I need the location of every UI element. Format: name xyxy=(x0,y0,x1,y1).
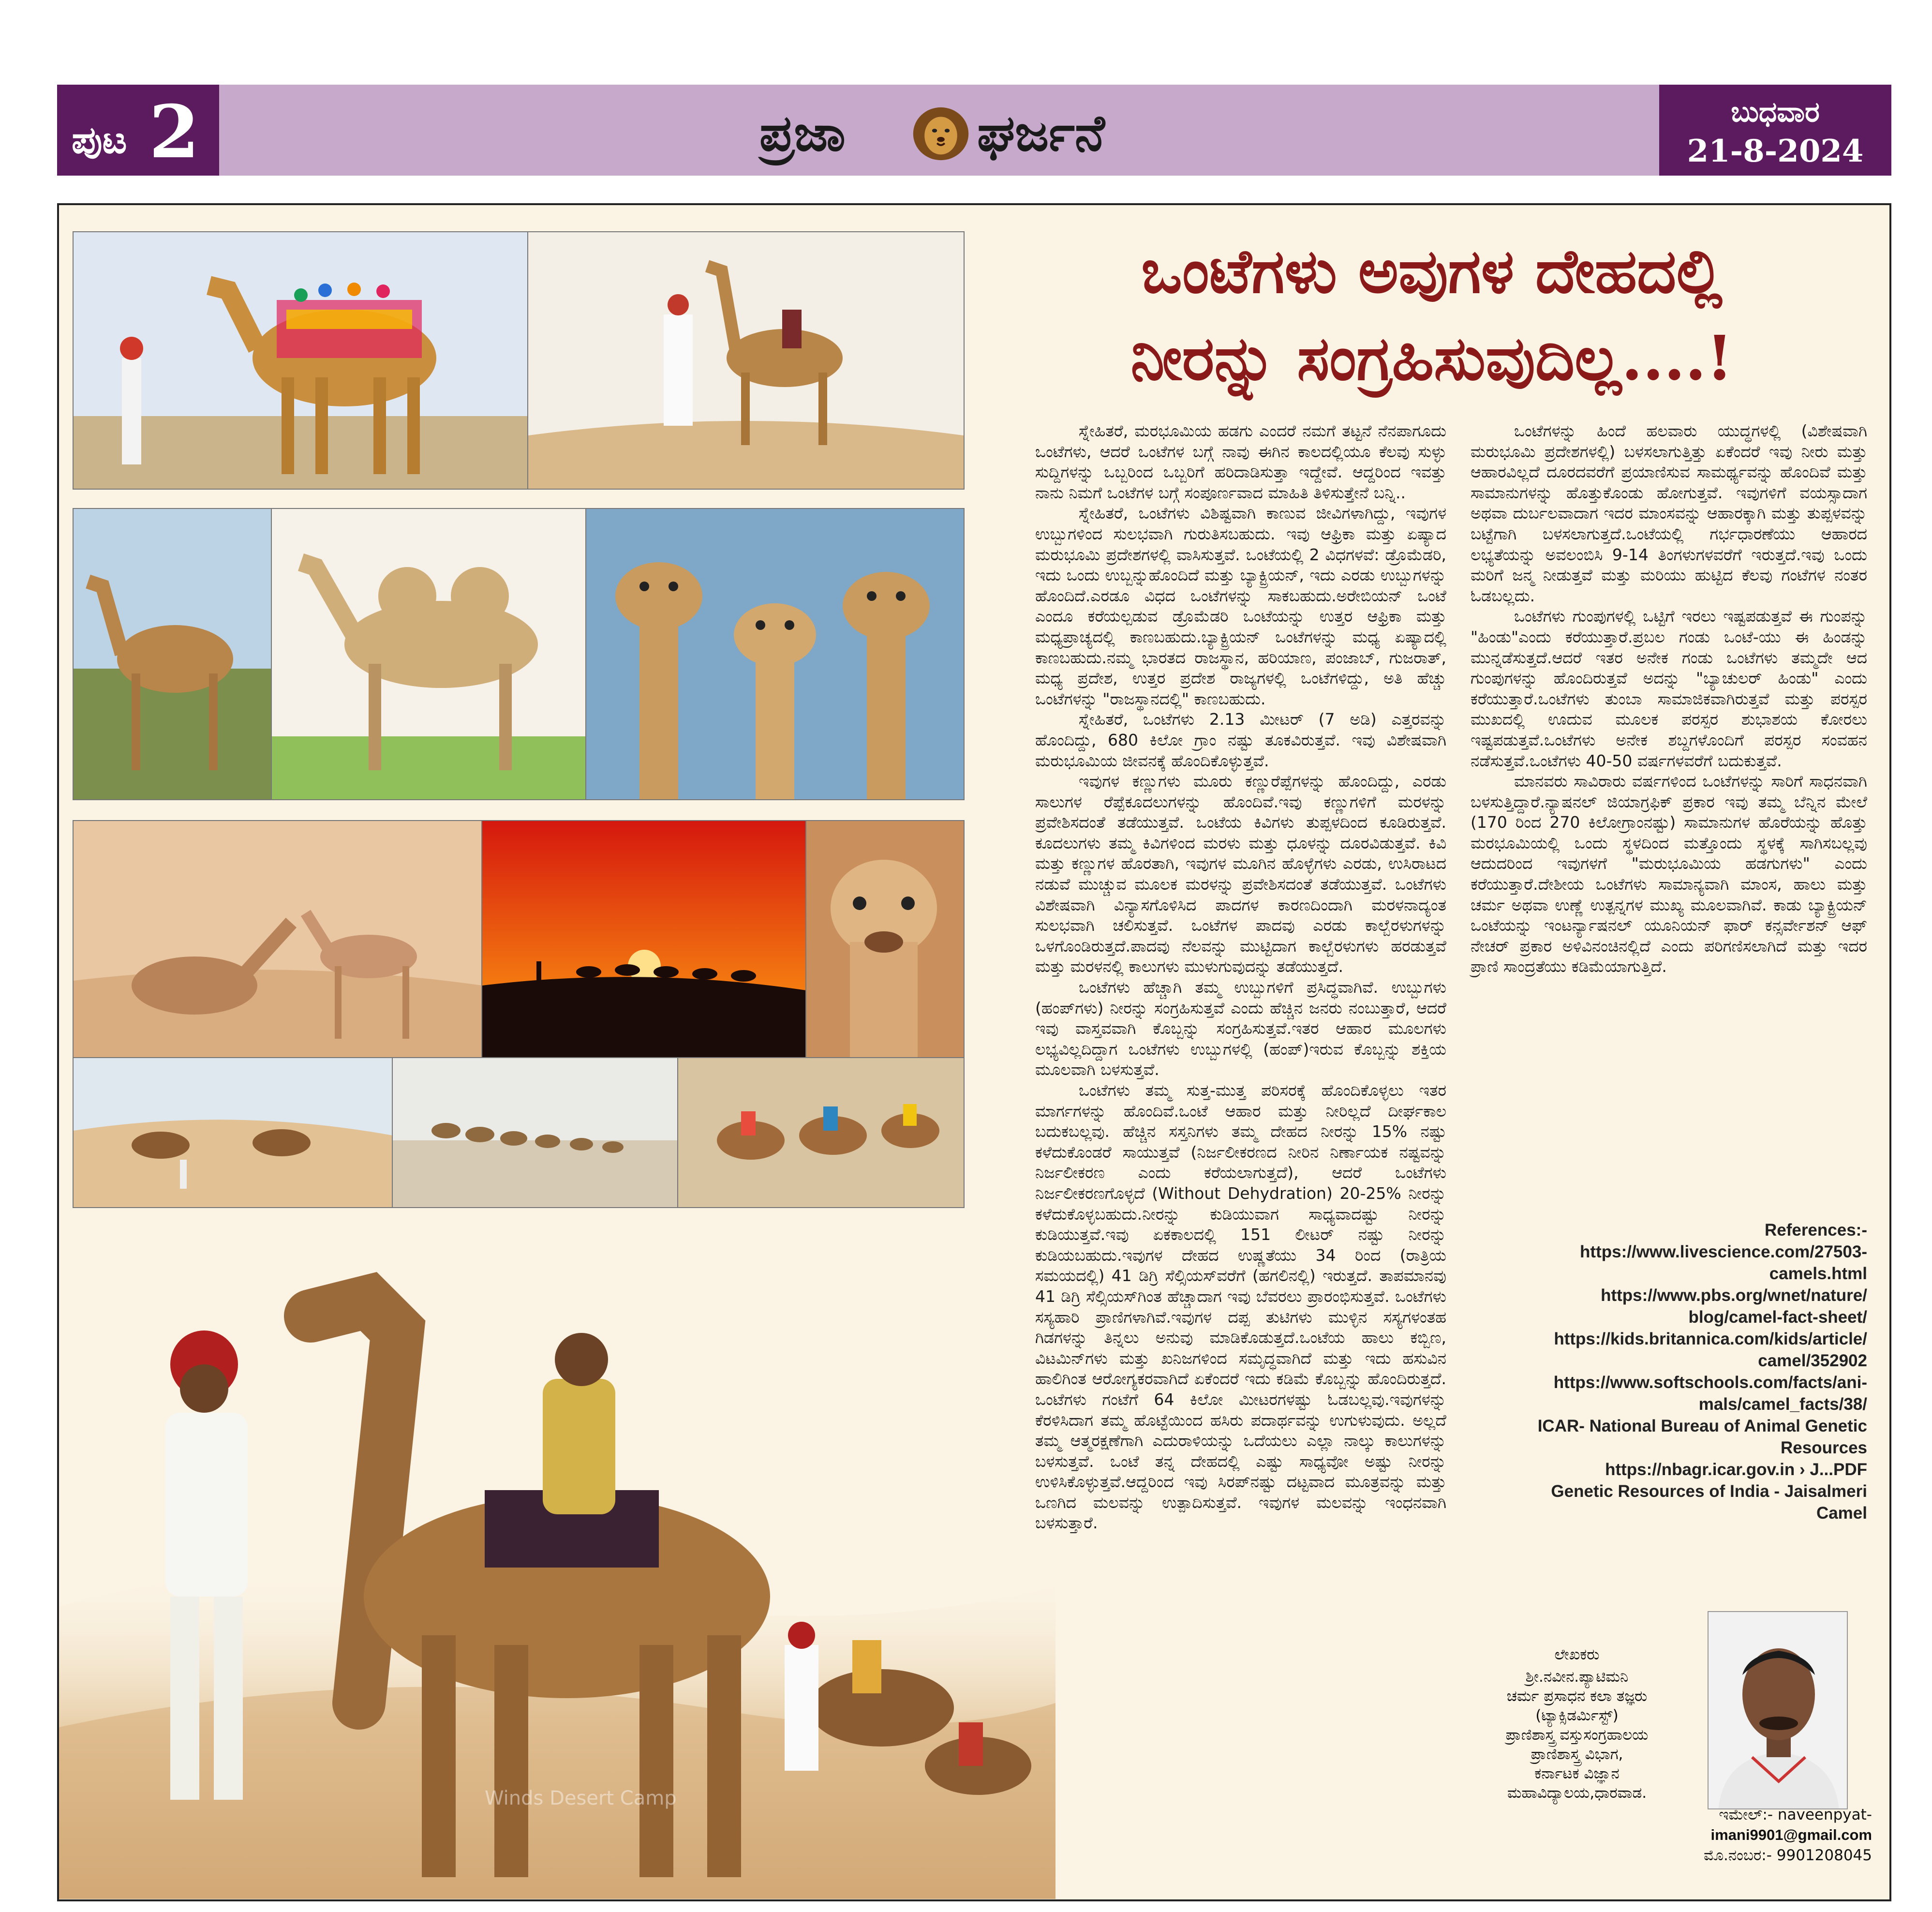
author-role: ಲೇಖಕರು xyxy=(1554,1646,1600,1663)
paragraph: ಇವುಗಳ ಕಣ್ಣುಗಳು ಮೂರು ಕಣ್ಣುರೆಪ್ಪೆಗಳನ್ನು ಹೊಂದಿದ್ದು, ಎರಡು ಸಾಲುಗಳ ರೆಪ್ಪೆಕೂದಲುಗಳನ್ನು ಹೊಂದಿವೆ.ಇವು ಕಣ್ಣುಗಳಿಗೆ ಮರಳನ್ನು ಪ್ರವೇಶಿಸದಂತೆ ತಡೆಯುತ್ತವೆ. ಒಂಟೆಯ ಕಿವಿಗಳು ತುಪ್ಪಳದಿಂದ ಕೂಡಿರುತ್ತವೆ. ಕೂದಲುಗಳು ತಮ್ಮ ಕಿವಿಗಳಿಂದ ಮರಳು ಮತ್ತು ಧೂಳನ್ನು ದೂರವಿಡುತ್ತವೆ. ಕಿವಿ ಮತ್ತು ಕಣ್ಣುಗಳ ಹೊರತಾಗಿ, ಇವುಗಳ ಮೂಗಿನ ಹೊಳ್ಳೆಗಳು ಎರಡು, ಉಸಿರಾಟದ ನಡುವೆ ಮುಚ್ಚುವ ಮೂಲಕ ಮರಳನ್ನು ಪ್ರವೇಶಿಸದಂತೆ ತಡೆಯುತ್ತವೆ. ಒಂಟೆಗಳು ವಿಶೇಷವಾಗಿ ವಿನ್ಯಾಸಗೊಳಿಸಿದ ಪಾದಗಳ ಕಾರಣದಿಂದಾಗಿ ಮರಳನಾದ್ಯಂತ ಸುಲಭವಾಗಿ ಚಲಿಸುತ್ತವೆ. ಒಂಟೆಗಳ ಪಾದವು ಎರಡು ಕಾಲ್ಬೆರಳುಗಳನ್ನು ಒಳಗೊಂಡಿರುತ್ತದೆ.ಪಾದವು ನೆಲವನ್ನು ಮುಟ್ಟಿದಾಗ ಕಾಲ್ಬೆರಳುಗಳು ಹರಡುತ್ತವೆ ಮತ್ತು ಮರಳನಲ್ಲಿ ಕಾಲುಗಳು ಮುಳುಗುವುದನ್ನು ತಡೆಯುತ್ತದೆ. xyxy=(1035,772,1446,976)
reference-line: Camel xyxy=(1816,1504,1867,1523)
paragraph: ಸ್ನೇಹಿತರೆ, ಮರಭೂಮಿಯ ಹಡಗು ಎಂದರೆ ನಮಗೆ ತಟ್ಟನೆ ನೆನಪಾಗೂದು ಒಂಟೆಗಳು, ಆದರೆ ಒಂಟೆಗಳ ಬಗ್ಗೆ ನಾವು ಈಗಿನ ಕಾಲದಲ್ಲಿಯೂ ಕೆಲವು ಸುಳ್ಳು ಸುದ್ದಿಗಳನ್ನು ಒಬ್ಬರಿಂದ ಒಬ್ಬರಿಗೆ ಹರಿದಾಡಿಸುತ್ತಾ ಇದ್ದೇವೆ. ಆದ್ದರಿಂದ ಇವತ್ತು ನಾನು ನಿಮಗೆ ಒಂಟೆಗಳ ಬಗ್ಗೆ ಸಂಪೂರ್ಣವಾದ ಮಾಹಿತಿ ತಿಳಿಸುತ್ತೇನೆ ಬನ್ನಿ.. xyxy=(1035,421,1446,502)
headline-line-2: ನೀರನ್ನು ಸಂಗ್ರಹಿಸುವುದಿಲ್ಲ....! xyxy=(1130,322,1733,394)
reference-line: camels.html xyxy=(1769,1264,1867,1283)
newspaper-title xyxy=(750,99,1185,167)
reference-line: https://www.softschools.com/facts/ani- xyxy=(1553,1373,1867,1392)
newspaper-title-part2: ಘರ್ಜನೆ xyxy=(977,103,1105,163)
author-email-line-2: imani9901@gmail.com xyxy=(1710,1826,1872,1843)
photo-bactrian-camel xyxy=(271,508,587,800)
reference-line: ICAR- National Bureau of Animal Genetic xyxy=(1537,1417,1867,1435)
author-phone: ಮೊ.ನಂಬರ:- 9901208045 xyxy=(1704,1847,1872,1864)
reference-line: Genetic Resources of India - Jaisalmeri xyxy=(1551,1482,1867,1501)
reference-line: blog/camel-fact-sheet/ xyxy=(1688,1308,1867,1327)
paragraph: ಒಂಟೆಗಳು ಗುಂಪುಗಳಲ್ಲಿ ಒಟ್ಟಿಗೆ ಇರಲು ಇಷ್ಟಪಡುತ್ತವೆ ಈ ಗುಂಪನ್ನು "ಹಿಂಡು"ಎಂದು ಕರೆಯುತ್ತಾರೆ.ಪ್ರಬಲ ಗಂಡು ಒಂಟೆ-ಯು ಈ ಹಿಂಡನ್ನು ಮುನ್ನಡೆಸುತ್ತದೆ.ಆದರೆ ಇತರ ಅನೇಕ ಗಂಡು ಒಂಟೆಗಳು ತಮ್ಮದೇ ಆದ ಗುಂಪುಗಳನ್ನು ಹೊಂದಿರುತ್ತವೆ ಅದನ್ನು "ಬ್ಯಾಚುಲರ್ ಹಿಂಡು" ಎಂದು ಕರೆಯುತ್ತಾರೆ.ಒಂಟೆಗಳು ತುಂಬಾ ಸಾಮಾಜಿಕವಾಗಿರುತ್ತವೆ ಮತ್ತು ಪರಸ್ಪರ ಮುಖದಲ್ಲಿ ಊದುವ ಮೂಲಕ ಪರಸ್ಪರ ಶುಭಾಶಯ ಕೋರಲು ಇಷ್ಟಪಡುತ್ತವೆ.ಒಂಟೆಗಳು ಅನೇಕ ಶಬ್ದಗಳೊಂದಿಗೆ ಪರಸ್ಪರ ಸಂವಹನ ನಡೆಸುತ್ತವೆ.ಒಂಟೆಗಳು 40-50 ವರ್ಷಗಳವರೆಗೆ ಬದುಕುತ್ತವೆ. xyxy=(1471,607,1867,770)
reference-line: camel/352902 xyxy=(1758,1351,1867,1370)
photo-dromedary-grassland xyxy=(73,508,273,800)
photo-camel-faces xyxy=(585,508,965,800)
article-column-2 xyxy=(1471,421,1867,1176)
page-badge xyxy=(57,85,219,176)
photo-camel-caravan-line xyxy=(392,1057,679,1208)
author-line: ಚರ್ಮ ಪ್ರಸಾಧನ ಕಲಾ ತಜ್ಞರು xyxy=(1506,1688,1648,1705)
reference-line: https://www.pbs.org/wnet/nature/ xyxy=(1601,1286,1867,1305)
photo-sunset-caravan xyxy=(481,820,807,1059)
photo-tourists-on-camels xyxy=(677,1057,965,1208)
photo-decorated-camel xyxy=(73,231,529,490)
paragraph: ಸ್ನೇಹಿತರೆ, ಒಂಟೆಗಳು ವಿಶಿಷ್ಟವಾಗಿ ಕಾಣುವ ಜೀವಿಗಳಾಗಿದ್ದು, ಇವುಗಳ ಉಬ್ಬುಗಳಿಂದ ಸುಲಭವಾಗಿ ಗುರುತಿಸಬಹುದು. ಇವು ಆಫ್ರಿಕಾ ಮತ್ತು ಏಷ್ಯಾದ ಮರುಭೂಮಿ ಪ್ರದೇಶಗಳಲ್ಲಿ ವಾಸಿಸುತ್ತವೆ. ಒಂಟೆಯಲ್ಲಿ 2 ವಿಧಗಳವೆ: ಡ್ರೊಮೆಡರಿ, ಇದು ಒಂದು ಉಬ್ಬನ್ನುಹೊಂದಿದೆ ಮತ್ತು ಬ್ಯಾಕ್ಟ್ರಿಯನ್, ಇದು ಎರಡು ಉಬ್ಬುಗಳನ್ನು ಹೊಂದಿದೆ.ಎರಡೂ ವಿಧದ ಒಂಟೆಗಳನ್ನು ಸಾಕಬಹುದು.ಅರೇಬಿಯನ್ ಒಂಟೆ ಎಂದೂ ಕರೆಯಲ್ಪಡುವ ಡ್ರೊಮೆಡರಿ ಒಂಟೆಯನ್ನು ಉತ್ತರ ಆಫ್ರಿಕಾ ಮತ್ತು ಮಧ್ಯಪ್ರಾಚ್ಯದಲ್ಲಿ ಕಾಣಬಹುದು.ಬ್ಯಾಕ್ಟ್ರಿಯನ್ ಒಂಟೆಗಳನ್ನು ಮಧ್ಯ ಏಷ್ಯಾದಲ್ಲಿ ಕಾಣಬಹುದು.ನಮ್ಮ ಭಾರತದ ರಾಜಸ್ಥಾನ, ಹರಿಯಾಣ, ಪಂಜಾಬ್, ಗುಜರಾತ್, ಮಧ್ಯ ಪ್ರದೇಶ, ಉತ್ತರ ಪ್ರದೇಶ ರಾಜ್ಯಗಳಲ್ಲಿ ಒಂಟೆಗಳಿದ್ದು, ಅತಿ ಹೆಚ್ಚು ಒಂಟೆಗಳನ್ನು "ರಾಜಸ್ಥಾನದಲ್ಲಿ" ಕಾಣಬಹುದು. xyxy=(1035,504,1446,708)
headline-line-1: ಒಂಟೆಗಳು ಅವುಗಳ ದೇಹದಲ್ಲಿ xyxy=(1141,235,1723,307)
paragraph: ಸ್ನೇಹಿತರೆ, ಒಂಟೆಗಳು 2.13 ಮೀಟರ್ (7 ಅಡಿ) ಎತ್ತರವನ್ನು ಹೊಂದಿದ್ದು, 680 ಕಿಲೋ ಗ್ರಾಂ ನಷ್ಟು ತೂಕವಿರುತ್ತವೆ. ಇವು ವಿಶೇಷವಾಗಿ ಮರುಭೂಮಿಯ ಜೀವನಕ್ಕೆ ಹೊಂದಿಕೊಳ್ಳುತ್ತವೆ. xyxy=(1035,710,1446,770)
paragraph: ಮಾನವರು ಸಾವಿರಾರು ವರ್ಷಗಳಿಂದ ಒಂಟೆಗಳನ್ನು ಸಾರಿಗೆ ಸಾಧನವಾಗಿ ಬಳಸುತ್ತಿದ್ದಾರೆ.ನ್ಯಾಷನಲ್ ಜಿಯಾಗ್ರಫಿಕ್ ಪ್ರಕಾರ ಇವು ತಮ್ಮ ಬೆನ್ನಿನ ಮೇಲೆ (170 ರಿಂದ 270 ಕಿಲೋಗ್ರಾಂನಷ್ಟು) ಸಾಮಾನುಗಳ ಹೊರೆಯನ್ನು ಹೊತ್ತು ಮರಭೂಮಿಯಲ್ಲಿ ಒಂದು ಸ್ಥಳದಿಂದ ಮತ್ತೊಂದು ಸ್ಥಳಕ್ಕೆ ಸಾಗಿಸಬಲ್ಲವು ಆದುದರಿಂದ ಇವುಗಳಗೆ "ಮರುಭೂಮಿಯ ಹಡಗುಗಳು" ಎಂದು ಕರೆಯುತ್ತಾರೆ.ದೇಶೀಯ ಒಂಟೆಗಳು ಸಾಮಾನ್ಯವಾಗಿ ಮಾಂಸ, ಹಾಲು ಮತ್ತು ಚರ್ಮ ಅಥವಾ ಉಣ್ಣೆ ಉತ್ಪನ್ನಗಳ ಮುಖ್ಯ ಮೂಲವಾಗಿವೆ. ಕಾಡು ಬ್ಯಾಕ್ಟ್ರಿಯನ್ ಒಂಟೆಯನ್ನು ಇಂಟರ್ನ್ಯಾಷನಲ್ ಯೂನಿಯನ್ ಫಾರ್ ಕನ್ಸರ್ವೇಶನ್ ಆಫ್ ನೇಚರ್ ಪ್ರಕಾರ ಅಳಿವಿನಂಚಿನಲ್ಲಿದೆ ಎಂದು ಪರಿಗಣಿಸಲಾಗಿದೆ ಮತ್ತು ಇದರ ಪ್ರಾಣಿ ಸಾಂದ್ರತೆಯು ಕಡಿಮೆಯಾಗುತ್ತಿದೆ. xyxy=(1471,772,1867,976)
reference-line: mals/camel_facts/38/ xyxy=(1698,1395,1867,1414)
author-photo xyxy=(1708,1611,1848,1809)
author-block xyxy=(1451,1645,1703,1803)
reference-line: https://kids.britannica.com/kids/article/ xyxy=(1554,1329,1867,1348)
paragraph: ಒಂಟೆಗಳು ತಮ್ಮ ಸುತ್ತ-ಮುತ್ತ ಪರಿಸರಕ್ಕೆ ಹೊಂದಿಕೊಳ್ಳಲು ಇತರ ಮಾರ್ಗಗಳನ್ನು ಹೊಂದಿವೆ.ಒಂಟೆ ಆಹಾರ ಮತ್ತು ನೀರಿಲ್ಲದೆ ದೀರ್ಘಕಾಲ ಬದುಕಬಲ್ಲವು. ಹೆಚ್ಚಿನ ಸಸ್ತನಿಗಳು ತಮ್ಮ ದೇಹದ ನೀರನ್ನು 15% ನಷ್ಟು ಕಳೆದುಕೊಂಡರೆ ಸಾಯುತ್ತವೆ (ನಿರ್ಜಲೀಕರಣದ ನೀರಿನ ನಿರ್ಣಾಯಕ ನಷ್ಟವನ್ನು ನಿರ್ಜಲೀಕರಣ ಎಂದು ಕರೆಯಲಾಗುತ್ತದೆ), ಆದರೆ ಒಂಟೆಗಳು ನಿರ್ಜಲೀಕರಣಗೊಳ್ಳದೆ (Without Dehydration) 20-25% ನೀರನ್ನು ಕಳೆದುಕೊಳ್ಳಬಹುದು.ನೀರನ್ನು ಕುಡಿಯುವಾಗ ಸಾಧ್ಯವಾದಷ್ಟು ನೀರನ್ನು ಕುಡಿಯುತ್ತವೆ.ಇವು ಏಕಕಾಲದಲ್ಲಿ 151 ಲೀಟರ್ ನಷ್ಟು ನೀರನ್ನು ಕುಡಿಯಬಹುದು.ಇವುಗಳ ದೇಹದ ಉಷ್ಣತೆಯು 34 ರಿಂದ (ರಾತ್ರಿಯ ಸಮಯದಲ್ಲಿ) 41 ಡಿಗ್ರಿ ಸೆಲ್ಸಿಯಸ್‌ವರೆಗೆ (ಹಗಲಿನಲ್ಲಿ) ಇರುತ್ತದೆ. ತಾಪಮಾನವು 41 ಡಿಗ್ರಿ ಸೆಲ್ಸಿಯಸ್‌ಗಿಂತ ಹೆಚ್ಚಾದಾಗ ಇವು ಬೆವರಲು ಪ್ರಾರಂಭಿಸುತ್ತವೆ. ಒಂಟೆಗಳು ಸಸ್ಯಹಾರಿ ಪ್ರಾಣಿಗಳಾಗಿವೆ.ಇವುಗಳ ದಪ್ಪ ತುಟಿಗಳು ಮುಳ್ಳಿನ ಸಸ್ಯಗಳಂತಹ ಗಿಡಗಳನ್ನು ತಿನ್ನಲು ಅನುವು ಮಾಡಿಕೊಡುತ್ತದೆ.ಒಂಟೆಯ ಹಾಲು ಕಬ್ಬಿಣ, ವಿಟಮಿನ್‌ಗಳು ಮತ್ತು ಖನಿಜಗಳಿಂದ ಸಮೃದ್ಧವಾಗಿದೆ ಮತ್ತು ಇದು ಹಸುವಿನ ಹಾಲಿಗಿಂತ ಆರೋಗ್ಯಕರವಾಗಿದೆ ಏಕೆಂದರೆ ಇದು ಕಡಿಮೆ ಕೊಬ್ಬನ್ನು ಹೊಂದಿರುತ್ತದೆ. ಒಂಟೆಗಳು ಗಂಟೆಗೆ 64 ಕಿಲೋ ಮೀಟರಗಳಷ್ಟು ಓಡಬಲ್ಲವು.ಇವುಗಳನ್ನು ಕೆರಳಿಸಿದಾಗ ತಮ್ಮ ಹೊಟ್ಟೆಯಿಂದ ಹಸಿರು ಪದಾರ್ಥವನ್ನು ಉಗುಳುವುದು. ಅಲ್ಲದೆ ತಮ್ಮ ಆತ್ಮರಕ್ಷಣೆಗಾಗಿ ಎದುರಾಳಿಯನ್ನು ಒದೆಯಲು ಎಲ್ಲಾ ನಾಲ್ಕು ಕಾಲುಗಳನ್ನು ಬಳಸುತ್ತವೆ. ಒಂಟೆ ತನ್ನ ದೇಹದಲ್ಲಿ ಎಷ್ಟು ಸಾಧ್ಯವೋ ಅಷ್ಟು ನೀರನ್ನು ಉಳಿಸಿಕೊಳ್ಳುತ್ತವೆ.ಆದ್ದರಿಂದ ಇವು ಸಿರಪ್‌ನಷ್ಟು ದಟ್ಟವಾದ ಮೂತ್ರವನ್ನು ಮತ್ತು ಒಣಗಿದ ಮಲವನ್ನು ಉತ್ಪಾದಿಸುತ್ತವೆ. ಇವುಗಳ ಮಲವನ್ನು ಇಂಧನವಾಗಿ ಬಳಸುತ್ತಾರೆ. xyxy=(1035,1081,1446,1533)
photo-man-leading-camel xyxy=(527,231,965,490)
lion-logo-icon xyxy=(909,99,972,162)
photo-desert-camels-row xyxy=(73,1057,394,1208)
issue-date: 21-8-2024 xyxy=(1687,133,1864,169)
reference-line: https://www.livescience.com/27503- xyxy=(1580,1242,1867,1261)
weekday: ಬುಧವಾರ xyxy=(1731,95,1820,128)
photo-camels-kissing xyxy=(73,820,483,1059)
reference-line: Resources xyxy=(1781,1438,1867,1457)
author-line: ಕರ್ನಾಟಕ ವಿಜ್ಞಾನ xyxy=(1534,1765,1620,1782)
author-contact xyxy=(1471,1805,1872,1866)
photo-camel-portrait xyxy=(805,820,965,1059)
paragraph: ಒಂಟೆಗಳು ಹೆಚ್ಚಾಗಿ ತಮ್ಮ ಉಬ್ಬುಗಳಿಗೆ ಪ್ರಸಿದ್ಧವಾಗಿವೆ. ಉಬ್ಬುಗಳು (ಹಂಪ್‌ಗಳು) ನೀರನ್ನು ಸಂಗ್ರಹಿಸುತ್ತವೆ ಎಂದು ಹೆಚ್ಚಿನ ಜನರು ನಂಬುತ್ತಾರೆ, ಆದರೆ ಇವು ವಾಸ್ತವವಾಗಿ ಕೊಬ್ಬನ್ನು ಸಂಗ್ರಹಿಸುತ್ತವೆ.ಇತರ ಆಹಾರ ಮೂಲಗಳು ಲಭ್ಯವಿಲ್ಲದಿದ್ದಾಗ ಒಂಟೆಗಳು ಉಬ್ಬುಗಳಲ್ಲಿ (ಹಂಪ್)ಇರುವ ಕೊಬ್ಬನ್ನು ಶಕ್ತಿಯ ಮೂಲವಾಗಿ ಬಳಸುತ್ತವೆ. xyxy=(1035,978,1446,1079)
author-line: ಮಹಾವಿದ್ಯಾಲಯ,ಧಾರವಾಡ. xyxy=(1507,1784,1647,1802)
page-label: ಪುಟ xyxy=(72,119,127,162)
page-number: 2 xyxy=(149,90,200,175)
newspaper-title-part1: ಪ್ರಜಾ xyxy=(759,103,846,163)
paragraph: ಒಂಟೆಗಳನ್ನು ಹಿಂದೆ ಹಲವಾರು ಯುದ್ಧಗಳಲ್ಲಿ (ವಿಶೇಷವಾಗಿ ಮರುಭೂಮಿ ಪ್ರದೇಶಗಳಲ್ಲಿ) ಬಳಸಲಾಗುತ್ತಿತ್ತು ಏಕೆಂದರೆ ಇವು ನೀರು ಮತ್ತು ಆಹಾರವಿಲ್ಲದೆ ದೂರದವರೆಗೆ ಪ್ರಯಾಣಿಸುವ ಸಾಮರ್ಥ್ಯವನ್ನು ಹೊಂದಿವೆ ಮತ್ತು ಸಾಮಾನುಗಳನ್ನು ಹೊತ್ತುಕೊಂಡು ಹೋಗುತ್ತವೆ. ಇವುಗಳಿಗೆ ವಯಸ್ಸಾದಾಗ ಅಥವಾ ದುರ್ಬಲವಾದಾಗ ಇದರ ಮಾಂಸವನ್ನು ಆಹಾರಕ್ಕಾಗಿ ಮತ್ತು ತುಪ್ಪಳವನ್ನು ಬಟ್ಟೆಗಾಗಿ ಬಳಸಲಾಗುತ್ತದೆ.ಒಂಟೆಯಲ್ಲಿ ಗರ್ಭಧಾರಣೆಯು ಆಹಾರದ ಲಭ್ಯತೆಯನ್ನು ಅವಲಂಬಿಸಿ 9-14 ತಿಂಗಳುಗಳವರೆಗೆ ಇರುತ್ತದೆ.ಇವು ಒಂದು ಮರಿಗೆ ಜನ್ಮ ನೀಡುತ್ತವೆ ಮತ್ತು ಮರಿಯು ಹುಟ್ಟಿದ ಕೆಲವು ಗಂಟೆಗಳ ನಂತರ ಓಡಬಲ್ಲದು. xyxy=(1471,421,1867,605)
photo-camel-trek-cutout xyxy=(59,1219,1055,1899)
references xyxy=(1451,1219,1867,1524)
author-line: ಪ್ರಾಣಿಶಾಸ್ತ್ರ ವಸ್ತುಸಂಗ್ರಹಾಲಯ xyxy=(1505,1726,1649,1744)
headline xyxy=(996,227,1867,402)
date-badge xyxy=(1659,85,1891,176)
photo-watermark: Winds Desert Camp xyxy=(485,1787,677,1809)
author-line: ಪ್ರಾಣಿಶಾಸ್ತ್ರ ವಿಭಾಗ, xyxy=(1531,1746,1623,1763)
references-heading: References:- xyxy=(1764,1221,1867,1240)
author-email-line-1: ಇಮೇಲ್:- naveenpyat- xyxy=(1719,1806,1872,1823)
author-line: ಶ್ರೀ.ನವೀನ.ಪ್ಯಾಟಿಮನಿ xyxy=(1525,1668,1629,1686)
article-column-1 xyxy=(1035,421,1446,1863)
author-line: (ಟ್ಯಾಕ್ಸಿಡರ್ಮಿಸ್ಟ್) xyxy=(1535,1707,1619,1724)
reference-line: https://nbagr.icar.gov.in › J...PDF xyxy=(1605,1460,1867,1479)
